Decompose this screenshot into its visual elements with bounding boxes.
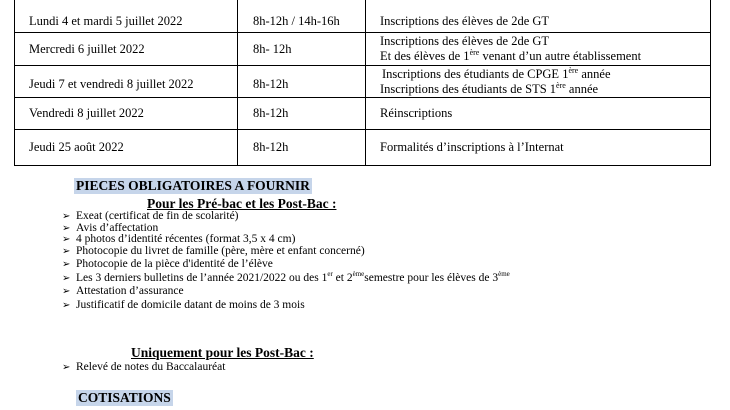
activity-cell (366, 98, 711, 130)
date-cell (15, 66, 238, 98)
list-item: ➢ 4 photos d’identité récentes (format 3,5 x 4 cm) (62, 233, 296, 245)
activity-text: Inscriptions des élèves de 2de GT (380, 14, 550, 28)
hours-cell (238, 0, 366, 33)
arrow-bullet-icon: ➢ (62, 259, 71, 270)
arrow-bullet-icon: ➢ (62, 245, 71, 257)
date-text: Jeudi 25 août 2022 (29, 140, 124, 154)
hours-text: 8h-12h (253, 140, 289, 154)
arrow-bullet-icon: ➢ (62, 222, 71, 234)
hours-cell (238, 66, 366, 98)
list-item: ➢ Avis d’affectation (62, 221, 159, 234)
list-item: ➢ Photocopie de la pièce d'identité de l’élève (62, 258, 273, 270)
pieces-title: PIECES OBLIGATOIRES A FOURNIR (76, 178, 310, 193)
activity-cell (366, 33, 711, 66)
activity-line: Et des élèves de 1ère venant d’un autre établissement (380, 47, 642, 63)
date-text: Lundi 4 et mardi 5 juillet 2022 (29, 14, 183, 28)
hours-text: 8h-12h / 14h-16h (253, 14, 340, 28)
table-row (15, 33, 711, 66)
date-text: Jeudi 7 et vendredi 8 juillet 2022 (29, 77, 194, 91)
activity-text: Réinscriptions (380, 106, 453, 120)
activity-line: Inscriptions des étudiants de STS 1ère année (380, 80, 599, 96)
hours-text: 8h- 12h (253, 41, 292, 56)
date-cell (15, 98, 238, 130)
pieces-list (62, 211, 510, 311)
activity-text: Formalités d’inscriptions à l’Internat (380, 140, 564, 154)
arrow-bullet-icon: ➢ (62, 299, 71, 311)
postbac-list (62, 362, 225, 374)
date-text: Vendredi 8 juillet 2022 (29, 106, 144, 120)
activity-line: Inscriptions des élèves de 2de GT (380, 34, 550, 48)
date-cell (15, 33, 238, 66)
hours-text: 8h-12h (253, 106, 289, 120)
arrow-bullet-icon: ➢ (62, 234, 71, 245)
cotisations-title: COTISATIONS (78, 390, 171, 405)
list-item: ➢ Attestation d’assurance (62, 285, 184, 297)
postbac-subtitle: Uniquement pour les Post-Bac : (131, 345, 314, 360)
hours-cell (238, 130, 366, 166)
list-item: ➢ Les 3 derniers bulletins de l’année 2021/2022 ou des 1er et 2èmesemestre pour les élèves de 3ème (62, 269, 510, 284)
list-item: ➢ Justificatif de domicile datant de moins de 3 mois (62, 298, 305, 311)
activity-cell (366, 130, 711, 166)
arrow-bullet-icon: ➢ (62, 211, 71, 222)
list-item: ➢ Photocopie du livret de famille (père, mère et enfant concerné) (62, 244, 365, 257)
arrow-bullet-icon: ➢ (62, 286, 71, 297)
arrow-bullet-icon: ➢ (62, 272, 71, 284)
activity-cell (366, 0, 711, 33)
table-row (15, 130, 711, 166)
hours-cell (238, 33, 366, 66)
hours-text: 8h-12h (253, 77, 289, 91)
table-row (15, 66, 711, 98)
schedule-table (14, 0, 711, 166)
list-item: ➢ Exeat (certificat de fin de scolarité) (62, 210, 239, 222)
date-text: Mercredi 6 juillet 2022 (29, 41, 145, 56)
arrow-bullet-icon: ➢ (62, 362, 71, 373)
prebac-postbac-subtitle: Pour les Pré-bac et les Post-Bac : (147, 196, 337, 211)
date-cell (15, 130, 238, 166)
table-row (15, 98, 711, 130)
activity-cell (366, 66, 711, 98)
table-row (15, 0, 711, 33)
date-cell (15, 0, 238, 33)
hours-cell (238, 98, 366, 130)
activity-line: Inscriptions des étudiants de CPGE 1ère année (382, 65, 611, 81)
list-item: ➢ Relevé de notes du Baccalauréat (62, 361, 226, 373)
